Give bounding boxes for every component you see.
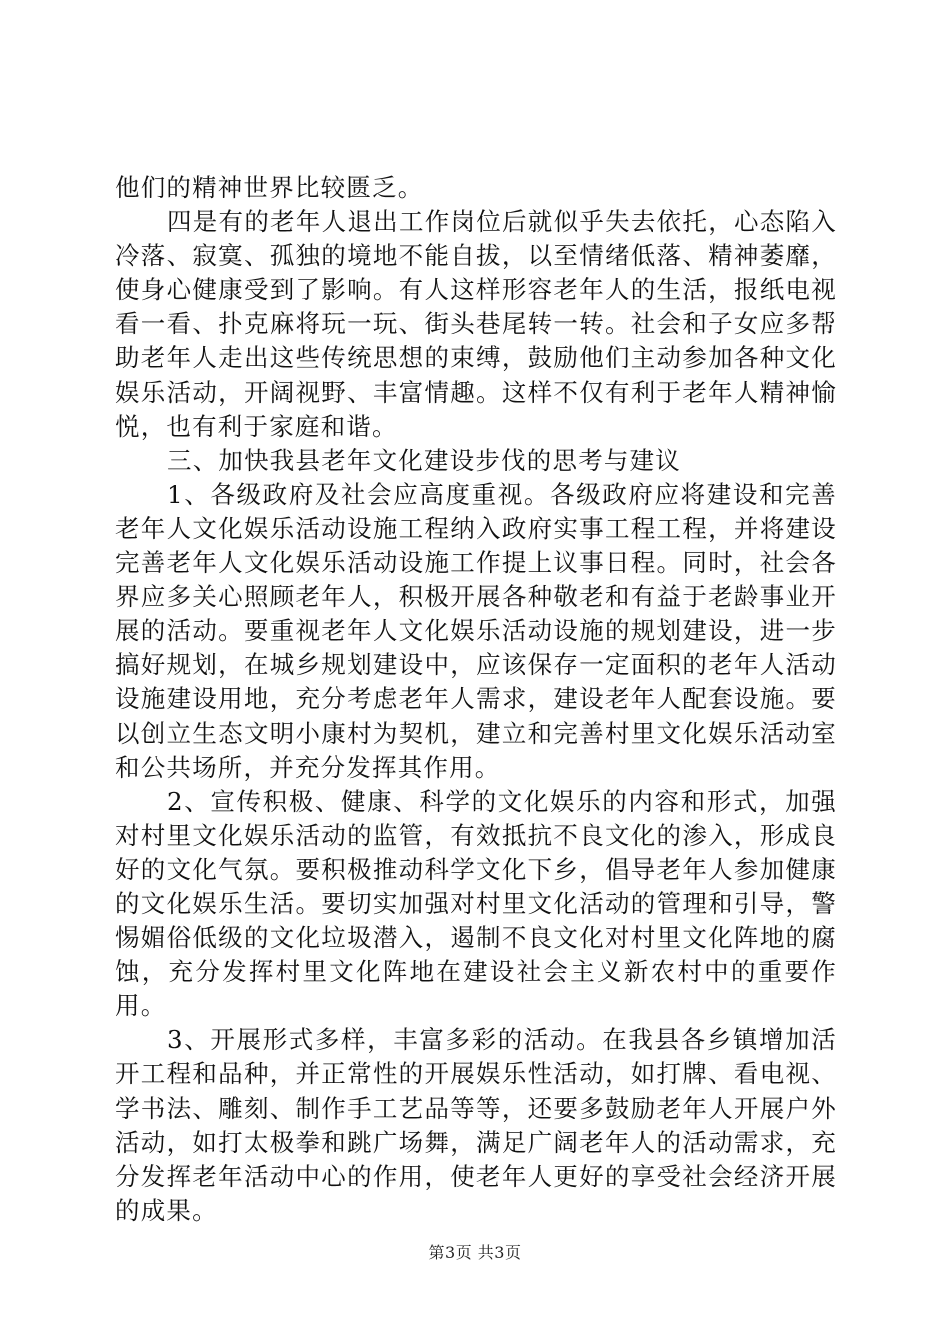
- paragraph-point-four: 四是有的老年人退出工作岗位后就似乎失去依托，心态陷入冷落、寂寞、孤独的境地不能自拔，以至情绪低落、精神萎靡，使身心健康受到了影响。有人这样形容老年人的生活，报纸电视看一看、扑克麻将玩一玩、街头巷尾转一转。社会和子女应多帮助老年人走出这些传统思想的束缚，鼓励他们主动参加各种文化娱乐活动，开阔视野、丰富情趣。这样不仅有利于老年人精神愉悦，也有利于家庭和谐。: [115, 207, 837, 441]
- paragraph-suggestion-3: 3、开展形式多样，丰富多彩的活动。在我县各乡镇增加活开工程和品种，并正常性的开展娱乐性活动，如打牌、看电视、学书法、雕刻、制作手工艺品等等，还要多鼓励老年人开展户外活动，如打太极拳和跳广场舞，满足广阔老年人的活动需求，充分发挥老年活动中心的作用，使老年人更好的享受社会经济开展的成果。: [115, 1025, 837, 1225]
- paragraph-suggestion-2: 2、宣传积极、健康、科学的文化娱乐的内容和形式，加强对村里文化娱乐活动的监管，有效抵抗不良文化的渗入，形成良好的文化气氛。要积极推动科学文化下乡，倡导老年人参加健康的文化娱乐生活。要切实加强对村里文化活动的管理和引导，警惕媚俗低级的文化垃圾潜入，遏制不良文化对村里文化阵地的腐蚀，充分发挥村里文化阵地在建设社会主义新农村中的重要作用。: [115, 786, 837, 1021]
- paragraph-suggestion-1: 1、各级政府及社会应高度重视。各级政府应将建设和完善老年人文化娱乐活动设施工程纳入政府实事工程工程，并将建设完善老年人文化娱乐活动设施工作提上议事日程。同时，社会各界应多关心照顾老年人，积极开展各种敬老和有益于老龄事业开展的活动。要重视老年人文化娱乐活动设施的规划建设，进一步搞好规划，在城乡规划建设中，应该保存一定面积的老年人活动设施建设用地，充分考虑老年人需求，建设老年人配套设施。要以创立生态文明小康村为契机，建立和完善村里文化娱乐活动室和公共场所，并充分发挥其作用。: [115, 479, 837, 782]
- page-footer: 第3页 共3页: [428, 1243, 522, 1262]
- section-heading-three: 三、加快我县老年文化建设步伐的思考与建议: [167, 445, 681, 475]
- document-body: [115, 171, 837, 1228]
- paragraph-continuation: 他们的精神世界比较匮乏。: [115, 173, 424, 202]
